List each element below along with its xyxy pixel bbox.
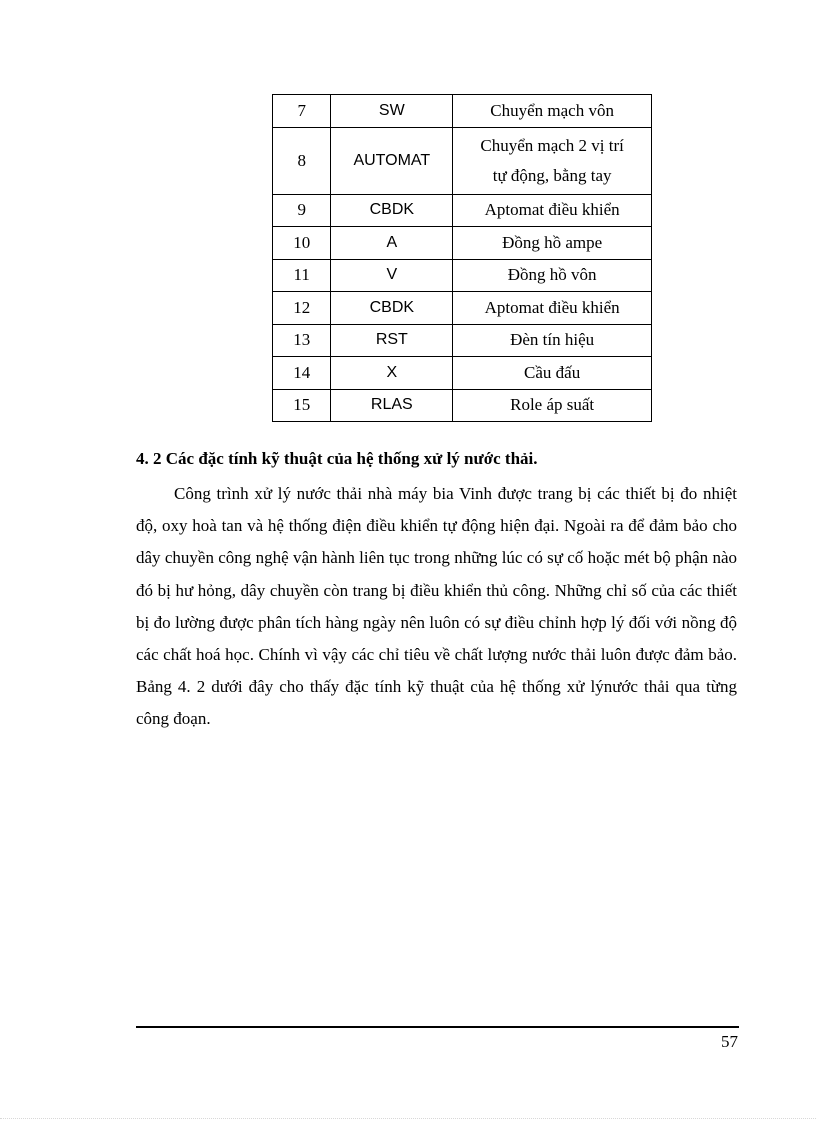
row-description: Đồng hồ ampe (453, 227, 652, 260)
table-row (273, 324, 652, 357)
row-number: 15 (273, 389, 331, 422)
table-row (273, 227, 652, 260)
row-description: Đèn tín hiệu (453, 324, 652, 357)
row-number: 10 (273, 227, 331, 260)
row-description-line: tự động, bằng tay (492, 165, 612, 185)
body-paragraph: Công trình xử lý nước thải nhà máy bia Vinh được trang bị các thiết bị đo nhiệt độ, oxy hoà tan và hệ thống điện điều khiển tự động hiện đại. Ngoài ra để đảm bảo cho dây chuyền công nghệ vận hành liên tục trong những lúc có sự cố hoặc mét bộ phận nào đó bị hư hỏng, dây chuyền còn trang bị điều khiển thủ công. Những chỉ số của các thiết bị đo lường được phân tích hàng ngày nên luôn có sự điều chỉnh hợp lý đối với nồng độ các chất hoá học. Chính vì vậy các chỉ tiêu về chất lượng nước thải luôn được đảm bảo. Bảng 4. 2 dưới đây cho thấy đặc tính kỹ thuật của hệ thống xử lýnước thải qua từng công đoạn. (136, 484, 737, 729)
footer-divider (136, 1026, 739, 1028)
row-symbol: A (331, 227, 453, 260)
row-description-line: Chuyển mạch 2 vị trí (480, 135, 624, 155)
row-number: 11 (273, 259, 331, 292)
page-number: 57 (721, 1032, 738, 1051)
table-row (273, 259, 652, 292)
row-symbol: X (331, 357, 453, 390)
row-description: Aptomat điều khiển (453, 194, 652, 227)
component-table (272, 94, 652, 422)
row-number: 13 (273, 324, 331, 357)
row-description: Role áp suất (453, 389, 652, 422)
row-number: 7 (273, 95, 331, 128)
row-description: Chuyển mạch vôn (453, 95, 652, 128)
row-description (453, 127, 652, 194)
table-row (273, 292, 652, 325)
row-symbol: RLAS (331, 389, 453, 422)
row-description: Cầu đấu (453, 357, 652, 390)
row-description: Aptomat điều khiển (453, 292, 652, 325)
row-number: 14 (273, 357, 331, 390)
table-row (273, 194, 652, 227)
row-symbol: AUTOMAT (331, 127, 453, 194)
row-number: 8 (273, 127, 331, 194)
section-heading: 4. 2 Các đặc tính kỹ thuật của hệ thống xử lý nước thải. (136, 449, 538, 468)
row-description: Đồng hồ vôn (453, 259, 652, 292)
table-row (273, 389, 652, 422)
table-row (273, 357, 652, 390)
row-number: 12 (273, 292, 331, 325)
row-symbol: RST (331, 324, 453, 357)
table-row (273, 95, 652, 128)
row-number: 9 (273, 194, 331, 227)
table-row (273, 127, 652, 194)
row-symbol: V (331, 259, 453, 292)
row-symbol: SW (331, 95, 453, 128)
row-symbol: CBDK (331, 194, 453, 227)
row-symbol: CBDK (331, 292, 453, 325)
page-edge-divider (0, 1118, 816, 1119)
